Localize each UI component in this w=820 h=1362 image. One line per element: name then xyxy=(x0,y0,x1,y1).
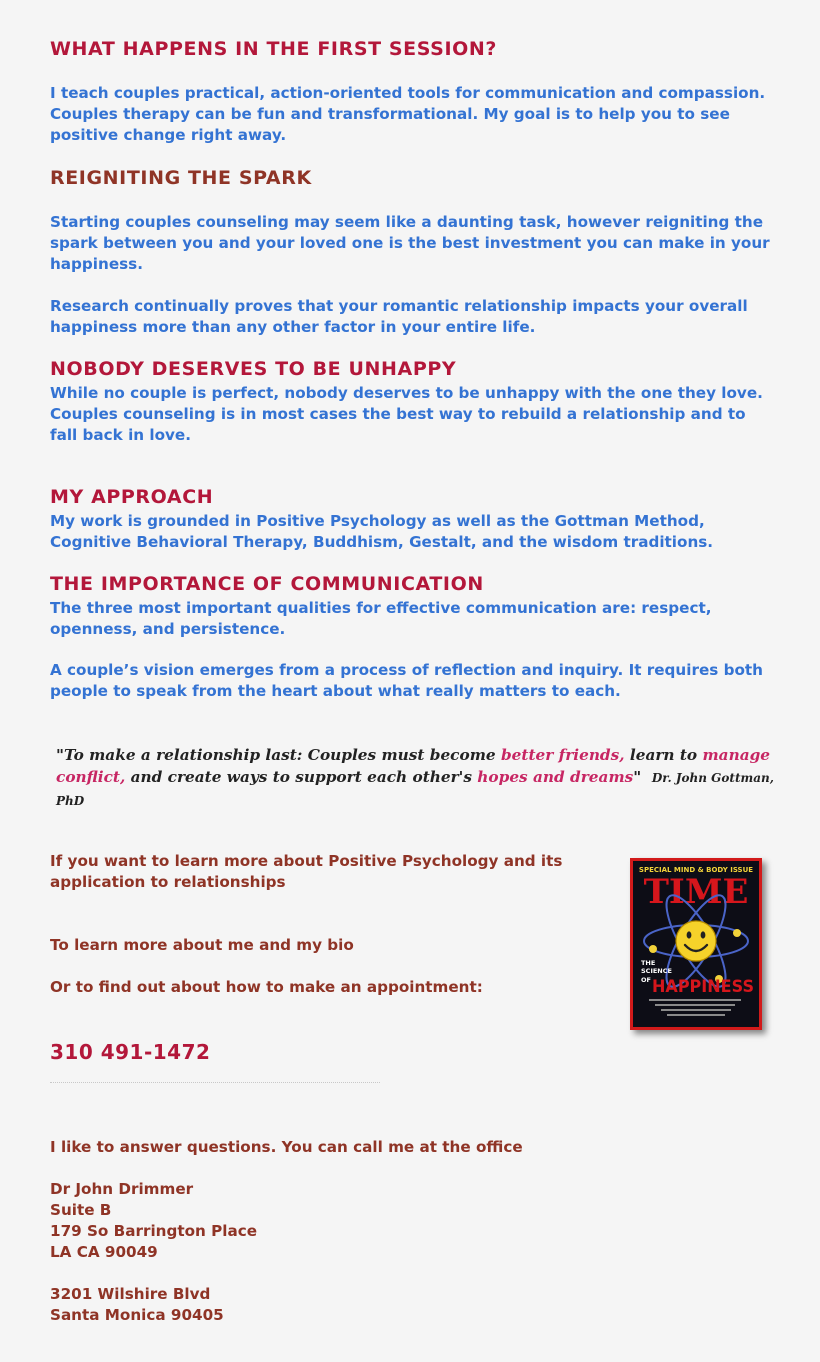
section-communication xyxy=(50,573,770,640)
section-approach xyxy=(50,486,770,553)
address-line: Dr John Drimmer xyxy=(50,1180,194,1198)
address-line: Santa Monica 90405 xyxy=(50,1306,224,1324)
quote-highlight: manage conflict, xyxy=(56,746,771,786)
time-magazine-cover-image[interactable] xyxy=(630,858,762,1030)
time-cover-graphic xyxy=(633,861,759,1027)
phone-number[interactable]: 310 491-1472 xyxy=(50,1040,211,1064)
quote-text: "To make a relationship last: Couples must become xyxy=(56,746,501,764)
paragraph: My work is grounded in Positive Psychology as well as the Gottman Method, Cognitive Behavioral Therapy, Buddhism, Gestalt, and the wisdom traditions. xyxy=(50,512,714,551)
link-text[interactable]: Or to find out about how to make an appointment: xyxy=(50,978,483,996)
address-office-la xyxy=(50,1179,257,1263)
section-reigniting xyxy=(50,167,770,189)
link-positive-psychology[interactable] xyxy=(50,851,610,893)
gottman-quote xyxy=(56,744,776,812)
section-reigniting-body-1 xyxy=(50,212,770,275)
section-heading: REIGNITING THE SPARK xyxy=(50,167,312,189)
paragraph: A couple’s vision emerges from a process of reflection and inquiry. It requires both people to speak from the heart about what really matters to each. xyxy=(50,661,763,700)
quote-text: and create ways to support each other's xyxy=(125,768,478,786)
paragraph: The three most important qualities for effective communication are: respect, openness, and persistence. xyxy=(50,599,712,638)
divider xyxy=(50,1082,380,1087)
paragraph: I like to answer questions. You can call me at the office xyxy=(50,1138,523,1156)
address-line: 179 So Barrington Place xyxy=(50,1222,258,1240)
paragraph: Starting couples counseling may seem like a daunting task, however reigniting the spark between you and your loved one is the best investment you can make in your happiness. xyxy=(50,213,770,273)
section-heading: WHAT HAPPENS IN THE FIRST SESSION? xyxy=(50,38,497,60)
paragraph: I teach couples practical, action-oriented tools for communication and compassion. Couples therapy can be fun and transformational. My goal is to help you to see positive change right away. xyxy=(50,84,766,144)
address-office-santa-monica xyxy=(50,1284,224,1326)
section-heading: MY APPROACH xyxy=(50,486,214,508)
quote-author: Dr. John Gottman, PhD xyxy=(56,771,774,808)
cover-happiness: HAPPINESS xyxy=(652,977,754,997)
section-nobody-unhappy xyxy=(50,358,770,446)
link-text[interactable]: If you want to learn more about Positive Psychology and its application to relationships xyxy=(50,852,563,891)
cover-line2: SCIENCE xyxy=(641,967,672,975)
cover-line3: OF xyxy=(641,976,651,984)
cover-title: TIME xyxy=(643,872,749,912)
smiley-face-icon xyxy=(676,921,716,961)
section-heading: THE IMPORTANCE OF COMMUNICATION xyxy=(50,573,484,595)
section-reigniting-body-2 xyxy=(50,296,770,338)
section-communication-body-2 xyxy=(50,660,770,702)
link-text[interactable]: To learn more about me and my bio xyxy=(50,936,354,954)
section-heading: NOBODY DESERVES TO BE UNHAPPY xyxy=(50,358,457,380)
paragraph: While no couple is perfect, nobody deserves to be unhappy with the one they love. Couples counseling is in most cases the best way to rebuild a relationship and to fall back in love. xyxy=(50,384,763,444)
quote-highlight: hopes and dreams xyxy=(477,768,634,786)
address-line: 3201 Wilshire Blvd xyxy=(50,1285,211,1303)
quote-highlight: better friends, xyxy=(500,746,625,764)
cover-banner: SPECIAL MIND & BODY ISSUE xyxy=(638,866,754,874)
quote-text: learn to xyxy=(624,746,703,764)
section-first-session xyxy=(50,38,770,60)
section-first-session-body xyxy=(50,83,770,146)
address-line: Suite B xyxy=(50,1201,112,1219)
address-line: LA CA 90049 xyxy=(50,1243,158,1261)
contact-note xyxy=(50,1137,770,1158)
paragraph: Research continually proves that your romantic relationship impacts your overall happiness more than any other factor in your entire life. xyxy=(50,297,748,336)
cover-line1: THE xyxy=(641,959,656,967)
quote-text: " xyxy=(633,768,642,786)
